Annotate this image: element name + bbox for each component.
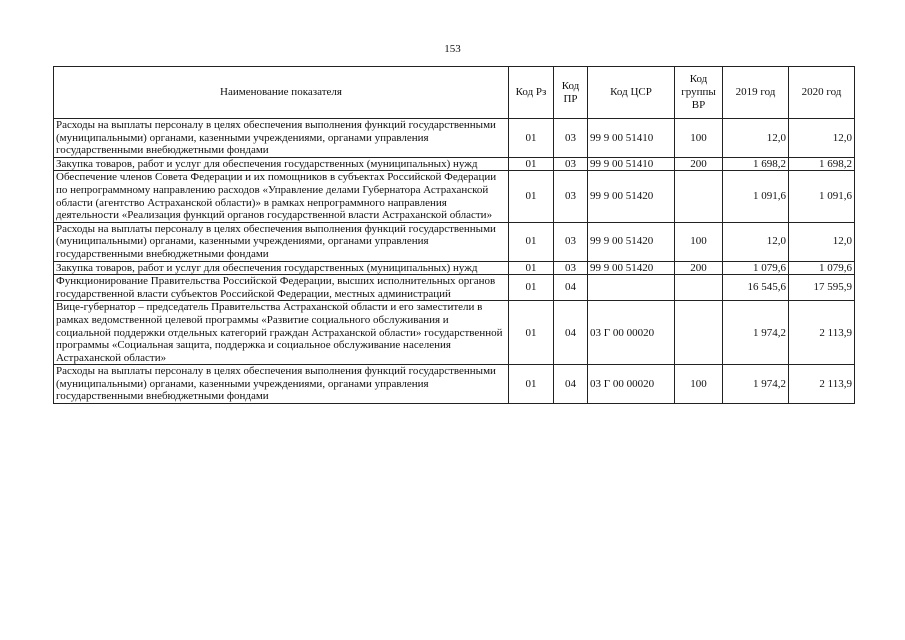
row-name: Функционирование Правительства Российской Федерации, высших исполнительных органов государственной власти субъектов Российской Федерации, местных администраций	[54, 275, 509, 301]
table-row	[54, 222, 855, 261]
row-pr: 04	[554, 365, 588, 404]
row-csr: 03 Г 00 00020	[588, 301, 675, 365]
row-name: Закупка товаров, работ и услуг для обеспечения государственных (муниципальных) нужд	[54, 261, 509, 275]
page-number: 153	[444, 43, 461, 55]
header-pr: Код ПР	[554, 67, 588, 119]
header-vr: Код группы ВР	[675, 67, 723, 119]
row-rz: 01	[509, 171, 554, 222]
row-2019: 12,0	[723, 119, 789, 158]
header-name: Наименование показателя	[54, 67, 509, 119]
row-vr: 200	[675, 157, 723, 171]
row-csr: 99 9 00 51420	[588, 222, 675, 261]
row-pr: 03	[554, 119, 588, 158]
table-row	[54, 275, 855, 301]
row-pr: 03	[554, 171, 588, 222]
row-2019: 1 698,2	[723, 157, 789, 171]
row-2020: 17 595,9	[789, 275, 855, 301]
row-rz: 01	[509, 261, 554, 275]
row-rz: 01	[509, 365, 554, 404]
table-row	[54, 171, 855, 222]
table-row	[54, 301, 855, 365]
row-2019: 1 974,2	[723, 365, 789, 404]
row-name: Расходы на выплаты персоналу в целях обеспечения выполнения функций государственными (муниципальными) органами, казенными учреждениями, органами управления государственными внебюджетными фондами	[54, 222, 509, 261]
budget-table	[53, 66, 855, 404]
row-vr	[675, 171, 723, 222]
row-name: Обеспечение членов Совета Федерации и их помощников в субъектах Российской Федерации по непрограммному направлению расходов «Управление делами Губернатора Астраханской области (агентство Астраханской области)» в рамках непрограммного направления деятельности «Реализация функций органов государственной власти Астраханской области»	[54, 171, 509, 222]
row-vr	[675, 301, 723, 365]
row-vr: 100	[675, 222, 723, 261]
row-2019: 12,0	[723, 222, 789, 261]
header-row	[54, 67, 855, 119]
row-name: Расходы на выплаты персоналу в целях обеспечения выполнения функций государственными (муниципальными) органами, казенными учреждениями, органами управления государственными внебюджетными фондами	[54, 119, 509, 158]
row-name: Закупка товаров, работ и услуг для обеспечения государственных (муниципальных) нужд	[54, 157, 509, 171]
row-csr	[588, 275, 675, 301]
header-csr: Код ЦСР	[588, 67, 675, 119]
header-2020: 2020 год	[789, 67, 855, 119]
row-name: Расходы на выплаты персоналу в целях обеспечения выполнения функций государственными (муниципальными) органами, казенными учреждениями, органами управления государственными внебюджетными фондами	[54, 365, 509, 404]
row-2020: 12,0	[789, 119, 855, 158]
row-csr: 99 9 00 51420	[588, 261, 675, 275]
row-csr: 03 Г 00 00020	[588, 365, 675, 404]
row-rz: 01	[509, 157, 554, 171]
row-2020: 2 113,9	[789, 301, 855, 365]
row-csr: 99 9 00 51410	[588, 119, 675, 158]
row-vr: 200	[675, 261, 723, 275]
row-2019: 16 545,6	[723, 275, 789, 301]
row-pr: 03	[554, 261, 588, 275]
row-2020: 2 113,9	[789, 365, 855, 404]
row-name: Вице-губернатор – председатель Правительства Астраханской области и его заместители в рамках ведомственной целевой программы «Развитие социального обслуживания и социальной поддержки отдельных категорий граждан Астраханской области» государственной программы «Социальная защита, поддержка и социальное обслуживание населения Астраханской области»	[54, 301, 509, 365]
row-2020: 12,0	[789, 222, 855, 261]
row-2019: 1 091,6	[723, 171, 789, 222]
row-pr: 04	[554, 301, 588, 365]
row-2020: 1 091,6	[789, 171, 855, 222]
header-2019: 2019 год	[723, 67, 789, 119]
row-pr: 04	[554, 275, 588, 301]
row-csr: 99 9 00 51420	[588, 171, 675, 222]
row-pr: 03	[554, 157, 588, 171]
row-pr: 03	[554, 222, 588, 261]
table-row	[54, 119, 855, 158]
row-rz: 01	[509, 275, 554, 301]
row-vr: 100	[675, 119, 723, 158]
table-row	[54, 157, 855, 171]
row-rz: 01	[509, 301, 554, 365]
row-rz: 01	[509, 222, 554, 261]
row-2020: 1 698,2	[789, 157, 855, 171]
row-csr: 99 9 00 51410	[588, 157, 675, 171]
row-2019: 1 079,6	[723, 261, 789, 275]
table-row	[54, 365, 855, 404]
row-2020: 1 079,6	[789, 261, 855, 275]
row-2019: 1 974,2	[723, 301, 789, 365]
table-row	[54, 261, 855, 275]
row-vr: 100	[675, 365, 723, 404]
row-rz: 01	[509, 119, 554, 158]
header-rz: Код Рз	[509, 67, 554, 119]
row-vr	[675, 275, 723, 301]
